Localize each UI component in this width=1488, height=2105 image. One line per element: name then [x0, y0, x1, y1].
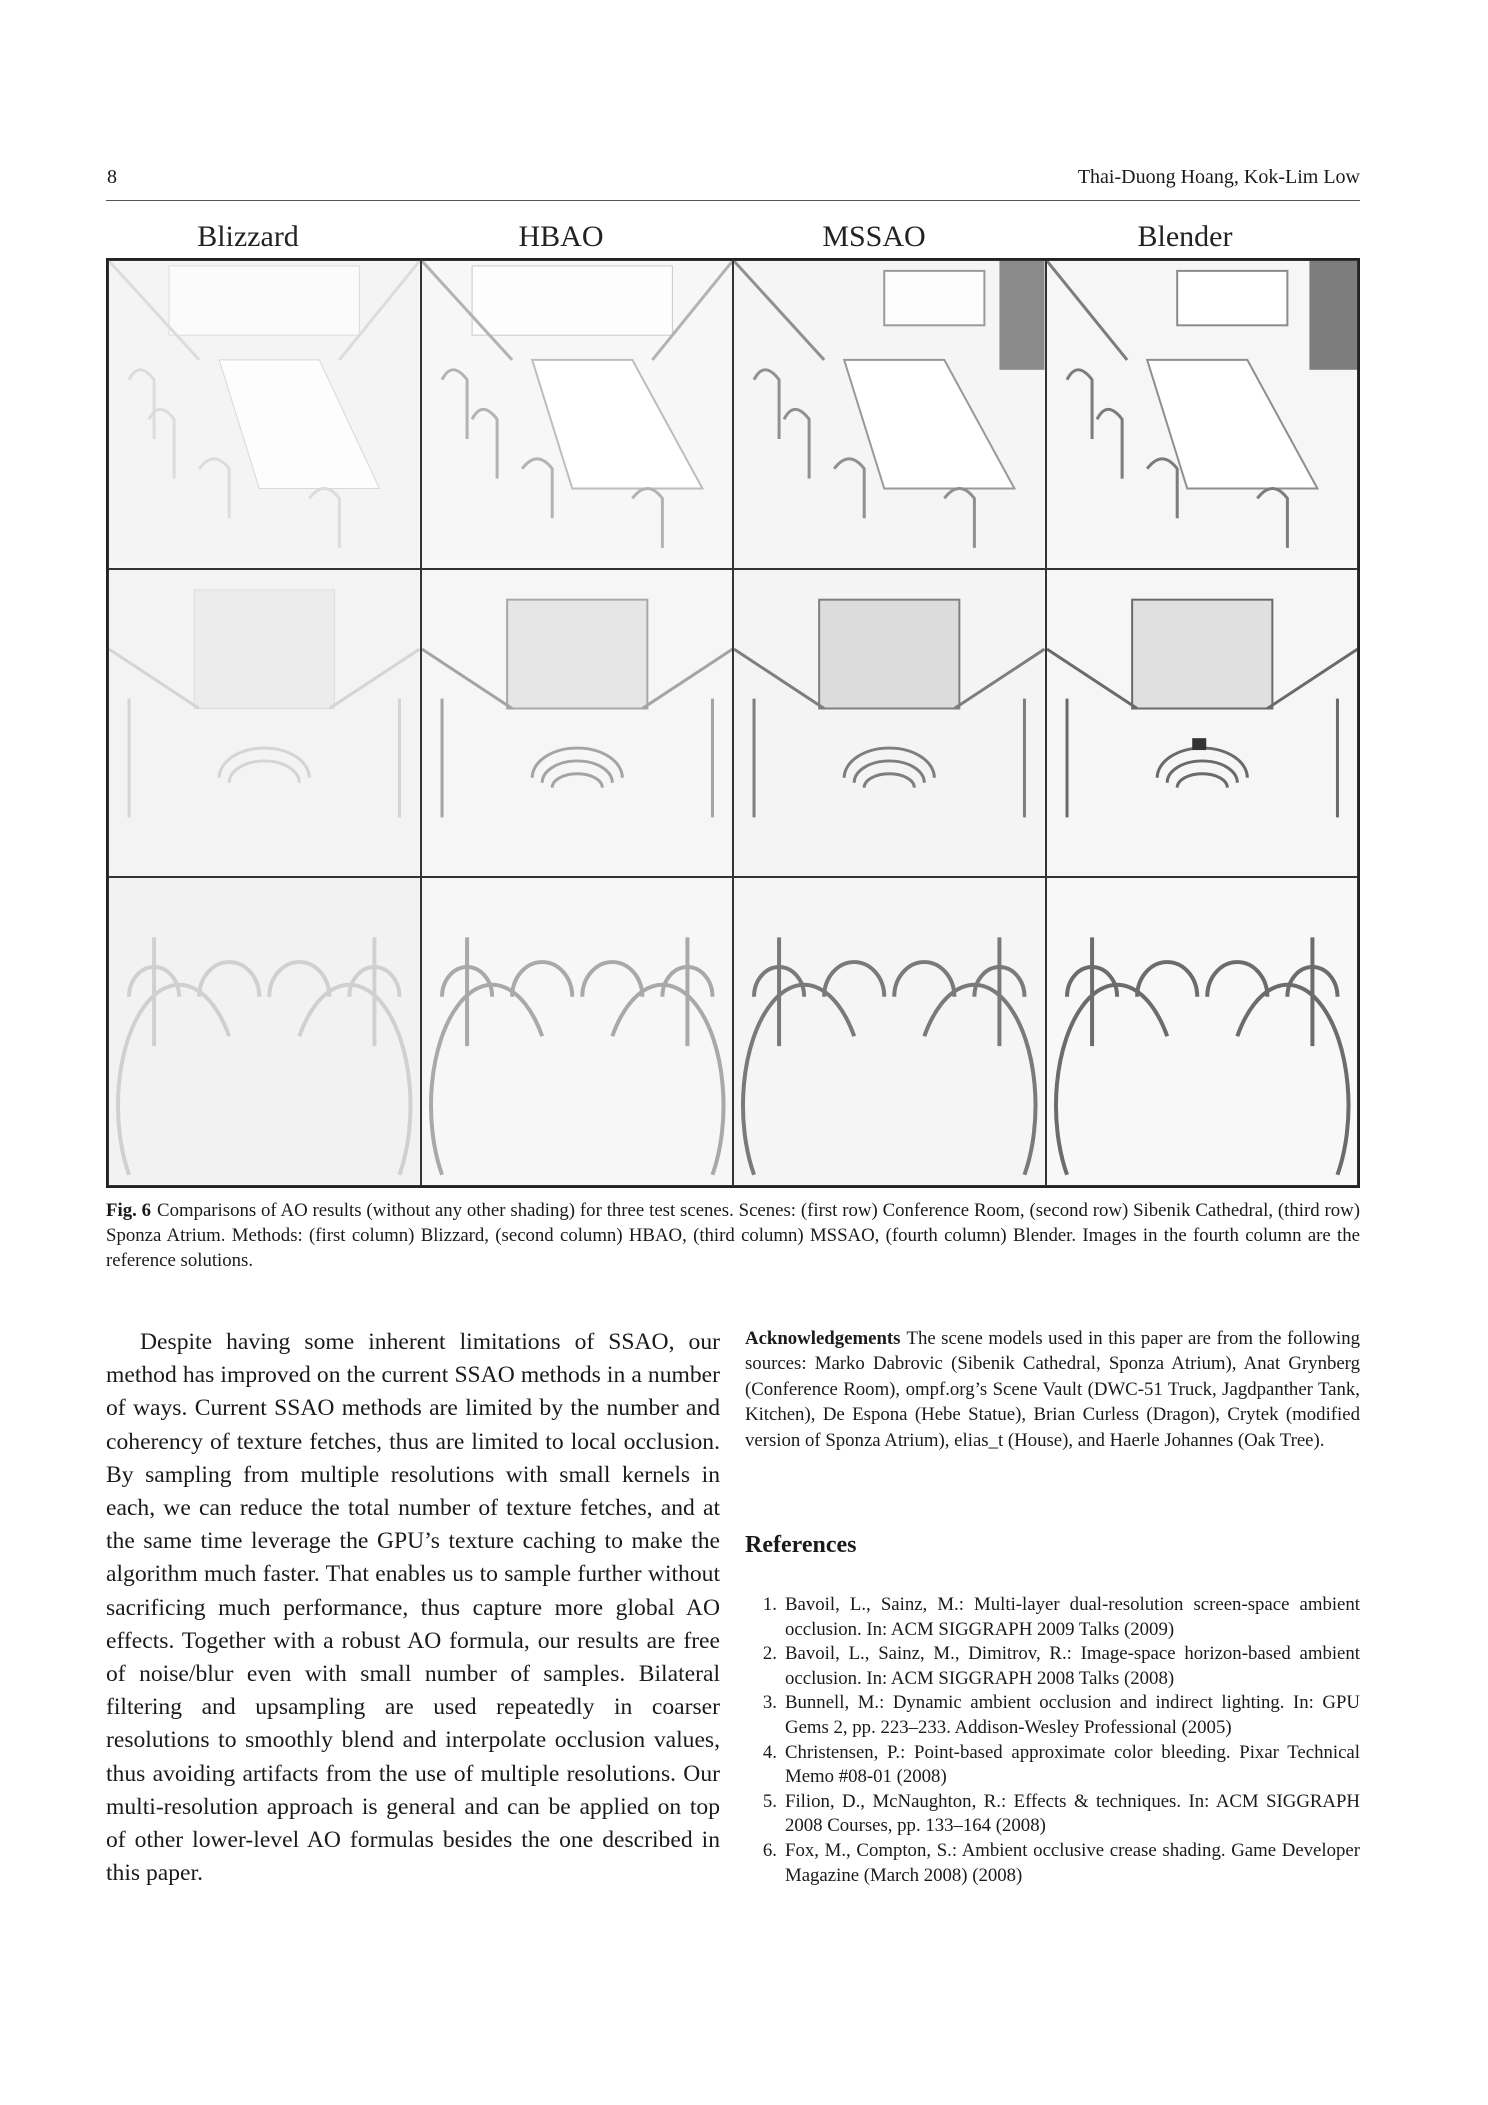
figure-caption-text: Comparisons of AO results (without any other shading) for three test scenes. Scenes: (first row) Conference Room, (second row) Sibenik Cathedral, (third row) Sponza Atrium. Methods: (first column) Blizzard, (second column) HBAO, (third column) MSSAO, (fourth column) Blender. Images in the fourth column are the reference solutions. [106, 1200, 1360, 1271]
render-sponza-mssao [733, 877, 1046, 1186]
render-conference-mssao [733, 260, 1046, 569]
render-conference-blizzard [108, 260, 421, 569]
render-sibenik-hbao [421, 569, 734, 878]
reference-number: 1. [762, 1594, 777, 1615]
render-sponza-blender [1046, 877, 1359, 1186]
column-header-blender: Blender [1137, 220, 1233, 253]
references-heading: References [745, 1532, 857, 1558]
acknowledgements-text: The scene models used in this paper are from the following sources: Marko Dabrovic (Sibenik Cathedral, Sponza Atrium), Anat Grynberg (Conference Room), ompf.org’s Scene Vault (DWC-51 Truck, Jagdpanther Tank, Kitchen), De Espona (Hebe Statue), Brian Curless (Dragon), Crytek (modified version of Sponza Atrium), elias_t (House), and Haerle Johannes (Oak Tree). [745, 1328, 1360, 1451]
render-sibenik-mssao [733, 569, 1046, 878]
render-conference-hbao [421, 260, 734, 569]
reference-list [745, 1593, 1360, 1888]
reference-number: 4. [762, 1741, 777, 1763]
body-paragraph: Despite having some inherent limitations of SSAO, our method has improved on the current SSAO methods in a number of ways. Current SSAO methods are limited by the number and coherency of texture fetches, thus are limited to local occlusion. By sampling from multiple resolutions with small kernels in each, we can reduce the total number of texture fetches, and at the same time leverage the GPU’s texture caching to make the algorithm much faster. That enables us to sample further without sacrificing much performance, thus capture more global AO effects. Together with a robust AO formula, our results are free of noise/blur even with small number of samples. Bilateral filtering and upsampling are used repeatedly in coarser resolutions to smoothly blend and interpolate occlusion values, thus avoiding artifacts from the use of multiple resolutions. Our multi-resolution approach is general and can be applied on top of other lower-level AO formulas besides the one described in this paper. [106, 1329, 720, 1887]
reference-text: Filion, D., McNaughton, R.: Effects & techniques. In: ACM SIGGRAPH 2008 Courses, pp. 133–164 (2008) [785, 1790, 1360, 1837]
column-header-blizzard: Blizzard [197, 220, 299, 253]
column-header-mssao: MSSAO [822, 220, 926, 253]
acknowledgements-heading: Acknowledgements [745, 1328, 901, 1349]
reference-text: Christensen, P.: Point-based approximate color bleeding. Pixar Technical Memo #08-01 (2008) [785, 1741, 1360, 1788]
reference-item [745, 1839, 1360, 1888]
reference-text: Fox, M., Compton, S.: Ambient occlusive crease shading. Game Developer Magazine (March 2008) (2008) [785, 1839, 1360, 1886]
figure-label: Fig. 6 [106, 1200, 152, 1221]
reference-item [745, 1691, 1360, 1740]
page-number: 8 [107, 166, 117, 188]
reference-number: 5. [762, 1790, 777, 1812]
running-head: Thai-Duong Hoang, Kok-Lim Low [1077, 166, 1360, 188]
reference-item [745, 1642, 1360, 1691]
reference-number: 3. [762, 1692, 777, 1714]
figure-caption [106, 1198, 1360, 1273]
reference-item [745, 1741, 1360, 1790]
reference-text: Bavoil, L., Sainz, M., Dimitrov, R.: Image-space horizon-based ambient occlusion. In: ACM SIGGRAPH 2008 Talks (2008) [785, 1643, 1360, 1689]
reference-number: 6. [762, 1839, 777, 1861]
header-rule [106, 200, 1360, 201]
render-sibenik-blender [1046, 569, 1359, 878]
render-sibenik-blizzard [108, 569, 421, 878]
column-header-hbao: HBAO [518, 220, 604, 253]
reference-item [745, 1593, 1360, 1642]
render-sponza-hbao [421, 877, 734, 1186]
render-sponza-blizzard [108, 877, 421, 1186]
acknowledgements [745, 1326, 1360, 1453]
render-conference-blender [1046, 260, 1359, 569]
reference-text: Bunnell, M.: Dynamic ambient occlusion and indirect lighting. In: GPU Gems 2, pp. 223–233. Addison-Wesley Professional (2005) [785, 1692, 1360, 1738]
reference-text: Bavoil, L., Sainz, M.: Multi-layer dual-resolution screen-space ambient occlusion. In: ACM SIGGRAPH 2009 Talks (2009) [785, 1594, 1360, 1640]
reference-item [745, 1790, 1360, 1839]
reference-number: 2. [762, 1643, 777, 1665]
ao-comparison-figure [106, 258, 1360, 1188]
